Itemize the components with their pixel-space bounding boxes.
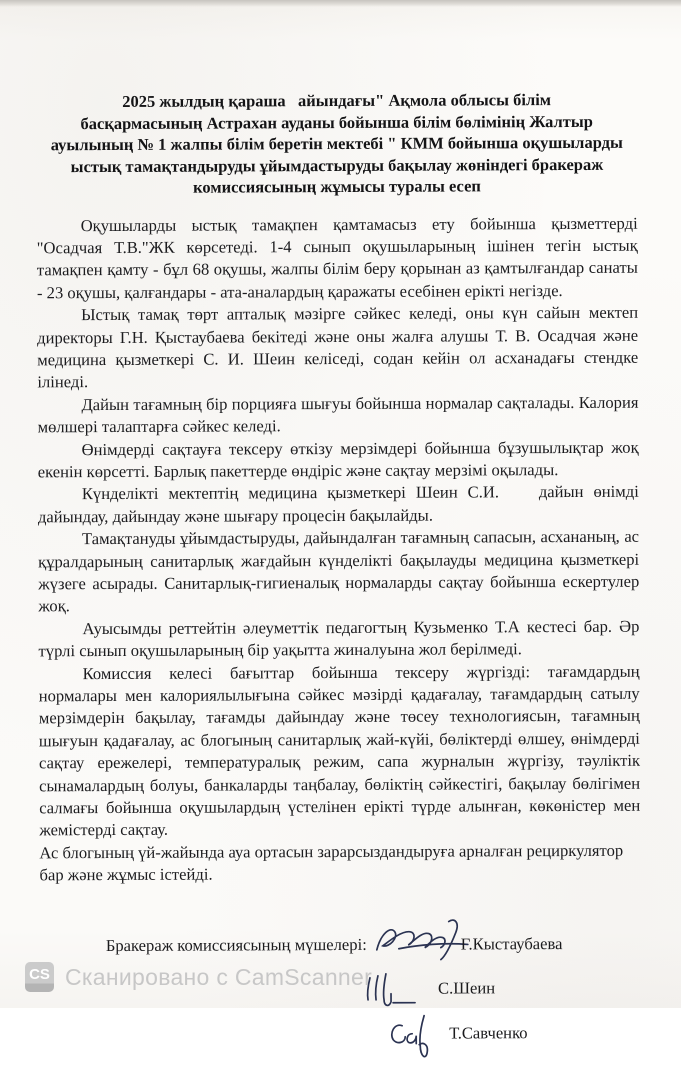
paragraph-sanitary-control: Тамақтануды ұйымдастыруды, дайындалған тағамның сапасын, асхананың, ас құралдарының санитарлық жағдайын күнделікті бақылауды медицина қызметкері жүзеге асырады. Санитарлық-гигиеналық нормаларды сақтау бойынша ескертулер жоқ.: [38, 526, 640, 616]
signature-scribble-icon: [385, 1010, 435, 1068]
paragraph-services: Оқушыларды ыстық тамақпен қамтамасыз ету бойынша қызметтерді "Осадчая Т.В."ЖК көрсетеді. 1-4 сынып оқушыларының ішінен тегін ыстық тамақпен қамту - бұл 68 оқушы, жалпы білім беру қорынан аз қамтылғандар санаты - 23 оқушы, қалғандары - ата-аналардың қаражаты есебінен ерікті негізде.: [36, 213, 638, 303]
paragraph-storage-check: Өнімдерді сақтауға тексеру өткізу мерзімдері бойынша бұзушылықтар жоқ екенін көрсетті. Барлық пакеттерде өндіріс және сақтау мерзімі оқылады.: [37, 437, 639, 482]
paragraph-commission-checks: Комиссия келесі бағыттар бойынша тексеру жүргізді: тағамдардың нормалары мен калориялылығына сәйкес мәзірді қадағалау, тағамдардың сатылу мерзімдерін бақылау, тағамды дайындау және төсеу технологиясын, тағамның шығуын қадағалау, ас блогының санитарлық жай-күйі, бөліктерді өлшеу, өнімдерді сақтау ережелері, температуралық режим, сапа журналын жүргізу, тәуліктік сынамалардың болуы, банкаларды таңбалау, бөліктің сәйкестігі, бақылау бөлігімен салмағы бойынша оқушылардың үстелінен ерікті түрде алынған, көкөністер мен жемістерді сақтау.: [38, 661, 641, 840]
signature-label: Бракераж комиссиясының мүшелері:: [105, 934, 367, 955]
camscanner-footer: [25, 962, 372, 992]
signature-row-savchenko: [385, 1016, 528, 1051]
signature-row-shein: [360, 976, 495, 1001]
paragraph-recirculator: Ас блогының үй-жайында ауа ортасын зарарсыздандыруға арналған рециркулятор бар және жұмыс істейді.: [39, 840, 624, 885]
signature-row-kystaubaeva: [106, 931, 563, 959]
paragraph-portion-norms: Дайын тағамның бір порцияға шығуы бойынша нормалар сақталады. Калория мөлшері талаптарға сәйкес келеді.: [37, 392, 639, 437]
title-line: басқармасының Астрахан ауданы бойынша білім бөлімінің Жалтыр: [80, 111, 593, 133]
document-title: [44, 89, 629, 199]
paragraph-shift-schedule: Ауысымды реттейтін әлеуметтік педагогтың Кузьменко Т.А кестесі бар. Әр түрлі сынып оқушыларының бір уақытта жиналуына жол берілмеді.: [38, 616, 640, 661]
signature-name-savchenko: Т.Савченко: [449, 1022, 528, 1043]
title-line: комиссиясының жұмысы туралы есеп: [193, 176, 481, 197]
title-line: ыстық тамақтандыруды ұйымдастыруды бақылау жөніндегі бракераж: [70, 154, 604, 176]
signature-name-kystaubaeva: Г.Кыстаубаева: [460, 933, 563, 954]
signature-scribble-icon: [371, 913, 471, 963]
paragraph-menu-approval: Ыстық тамақ төрт апталық мәзірге сәйкес келеді, оны күн сайын мектеп директоры Г.Н. Қыстаубаева бекітеді және оны жалға алушы Т. В. Осадчая және медицина қызметкері С. И. Шеин келіседі, содан кейін ол асханадағы стендке ілінеді.: [37, 302, 639, 392]
camscanner-watermark-text: Сканировано с CamScanner: [65, 963, 373, 990]
title-line: ауылының № 1 жалпы білім беретін мектебі " КММ бойынша оқушыларды: [50, 132, 623, 155]
paragraph-medical-worker: Күнделікті мектептің медицина қызметкері Шеин С.И. дайын өнімді дайындау, дайындау және шығару процесін бақылайды.: [37, 482, 639, 527]
camscanner-icon: CS: [25, 962, 54, 992]
signature-name-shein: С.Шеин: [437, 978, 496, 998]
document-body: [37, 212, 641, 887]
title-line: 2025 жылдың қараша айындағы" Ақмола облысы білім: [122, 90, 552, 111]
